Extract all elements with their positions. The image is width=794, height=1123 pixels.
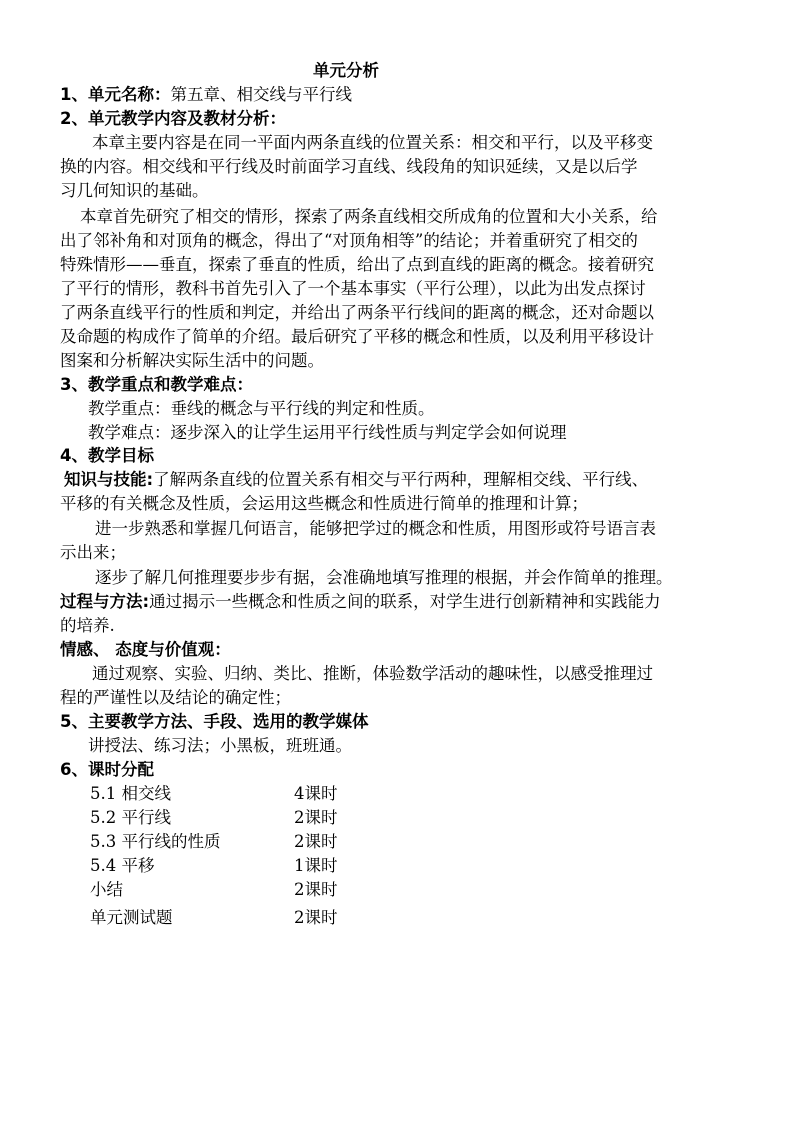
paragraph-line: 了两条直线平行的性质和判定，并给出了两条平行线间的距离的概念，还对命题以 xyxy=(60,303,654,322)
paragraph-line: 习几何知识的基础。 xyxy=(60,181,209,200)
lesson-name: 5.4 平移 xyxy=(90,856,155,875)
lesson-name: 单元测试题 xyxy=(90,908,173,927)
skills-text: 了解两条直线的位置关系有相交与平行两种，理解相交线、平行线、 xyxy=(153,470,649,489)
paragraph-line: 程的严谨性以及结论的确定性； xyxy=(60,688,291,707)
paragraph-line: 及命题的构成作了简单的介绍。最后研究了平移的概念和性质，以及利用平移设计 xyxy=(60,327,654,346)
lesson-hours: 1课时 xyxy=(294,856,338,875)
paragraph-line: 了平行的情形，教科书首先引入了一个基本事实（平行公理），以此为出发点探讨 xyxy=(60,279,646,298)
emotion-label: 情感、 态度与价值观： xyxy=(60,640,231,659)
section-2-heading: 2、单元教学内容及教材分析： xyxy=(60,109,286,128)
process-text: 通过揭示一些概念和性质之间的联系，对学生进行创新精神和实践能力 xyxy=(149,592,661,611)
paragraph-line: 特殊情形——垂直，探索了垂直的性质，给出了点到直线的距离的概念。接着研究 xyxy=(60,255,654,274)
paragraph-line: 的培养. xyxy=(60,616,115,635)
lesson-hours: 2课时 xyxy=(294,808,338,827)
lesson-hours: 4课时 xyxy=(294,784,338,803)
lesson-hours: 2课时 xyxy=(294,880,338,899)
section-1 xyxy=(60,83,352,107)
paragraph-line: 示出来； xyxy=(60,543,126,562)
lesson-name: 小结 xyxy=(90,880,123,899)
paragraph-line: 通过观察、实验、归纳、类比、推断，体验数学活动的趣味性，以感受推理过 xyxy=(92,664,653,683)
teaching-difficulty: 教学难点：逐步深入的让学生运用平行线性质与判定学会如何说理 xyxy=(88,423,567,442)
paragraph-line: 出了邻补角和对顶角的概念，得出了“对顶角相等”的结论；并着重研究了相交的 xyxy=(60,231,638,250)
paragraph-line: 进一步熟悉和掌握几何语言，能够把学过的概念和性质，用图形或符号语言表 xyxy=(95,519,656,538)
lesson-name: 5.3 平行线的性质 xyxy=(90,832,221,851)
teaching-methods: 讲授法、练习法；小黑板，班班通。 xyxy=(88,736,352,755)
skills-label: 知识与技能: xyxy=(64,470,154,489)
paragraph-line: 平移的有关概念及性质，会运用这些概念和性质进行简单的推理和计算； xyxy=(60,494,588,513)
unit-name: 第五章、相交线与平行线 xyxy=(170,85,352,104)
paragraph-line: 逐步了解几何推理要步步有据，会准确地填写推理的根据，并会作简单的推理。 xyxy=(95,568,673,587)
process-objective xyxy=(60,590,661,614)
paragraph-line: 本章首先研究了相交的情形，探索了两条直线相交所成角的位置和大小关系，给 xyxy=(80,207,658,226)
lesson-name: 5.2 平行线 xyxy=(90,808,171,827)
lesson-hours: 2课时 xyxy=(294,832,338,851)
lesson-name: 5.1 相交线 xyxy=(90,784,171,803)
paragraph-line: 换的内容。相交线和平行线及时前面学习直线、线段角的知识延续，又是以后学 xyxy=(60,157,638,176)
section-1-heading: 1、单元名称： xyxy=(60,85,171,104)
paragraph-line: 图案和分析解决实际生活中的问题。 xyxy=(60,351,324,370)
skills-objective xyxy=(64,468,648,492)
section-6-heading: 6、课时分配 xyxy=(60,760,154,779)
section-4-heading: 4、教学目标 xyxy=(60,446,154,465)
section-3-heading: 3、教学重点和教学难点： xyxy=(60,375,253,394)
paragraph-line: 本章主要内容是在同一平面内两条直线的位置关系：相交和平行，以及平移变 xyxy=(92,133,653,152)
process-label: 过程与方法: xyxy=(60,592,150,611)
teaching-key-point: 教学重点：垂线的概念与平行线的判定和性质。 xyxy=(88,399,435,418)
lesson-hours: 2课时 xyxy=(294,908,338,927)
page-title: 单元分析 xyxy=(313,61,379,80)
section-5-heading: 5、主要教学方法、手段、选用的教学媒体 xyxy=(60,712,369,731)
